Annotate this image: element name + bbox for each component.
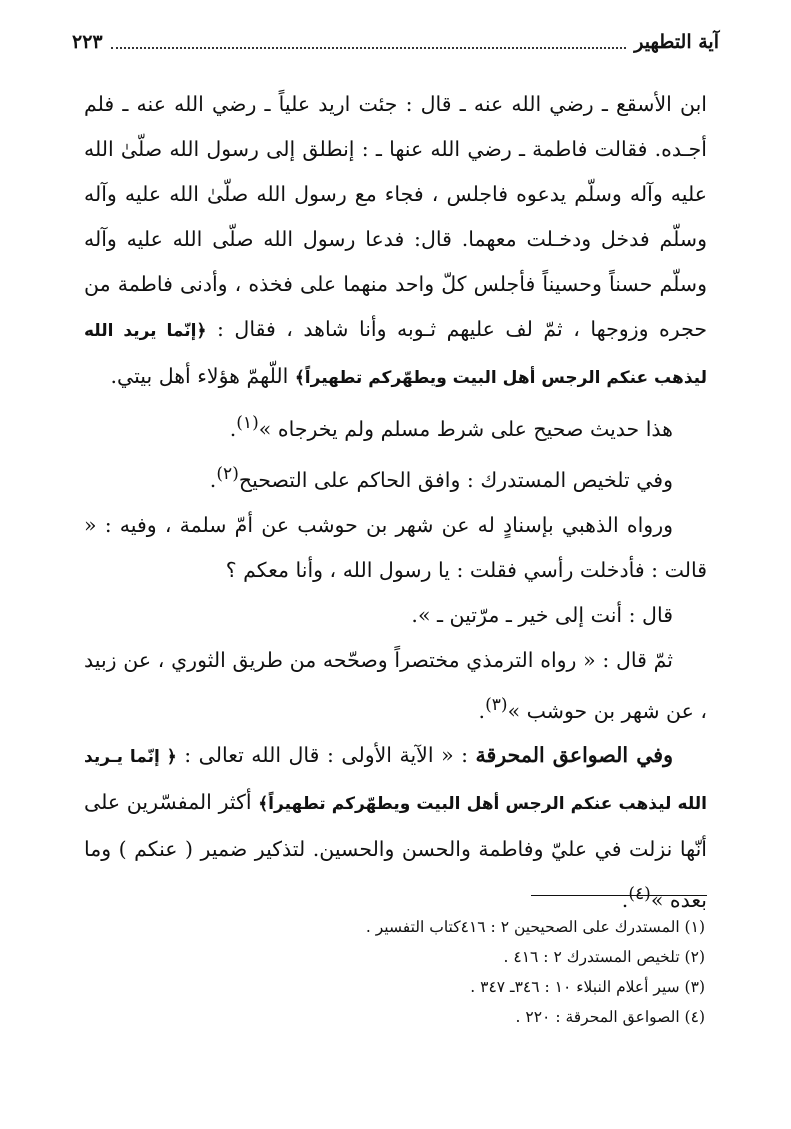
footnote-4: (٤) الصواعق المحرقة : ٢٢٠ .: [515, 1008, 705, 1026]
footnotes: [84, 912, 705, 1032]
footnote-2: (٢) تلخيص المستدرك ٢ : ٤١٦ .: [503, 948, 705, 966]
header-title: آية التطهير: [634, 31, 719, 53]
paragraph-5: قال : أنت إلى خير ـ مرّتين ـ ».: [411, 602, 673, 627]
footnote-3: (٣) سير أعلام النبلاء ١٠ : ٣٤٦ـ ٣٤٧ .: [470, 978, 705, 996]
footnote-1: (١) المستدرك على الصحيحين ٢ : ٤١٦كتاب التفسير .: [365, 918, 705, 936]
paragraph-2: هذا حديث صحيح على شرط مسلم ولم يخرجاه »$^{(١)}$.: [229, 413, 673, 441]
running-header: [72, 28, 719, 56]
paragraph-1: ابن الأسقع ـ رضي الله عنه ـ قال : جئت اريد علياً ـ رضي الله عنه ـ فلم أجـده. فقالت فاطمة ـ رضي الله عنها ـ : إنطلق إلى رسول الله صلّىٰ الله عليه وآله وسلّم يدعوه فاجلس ، فجاء مع رسول الله صلّىٰ الله عليه وآله وسلّم فدخل ودخـلت معهما. قال: فدعا رسول الله صلّى الله عليه وآله وسلّم حسناً وحسيناً فأجلس كلّ واحد منهما على فخذه ، وأدنى فاطمة من حجره وزوجها ، ثمّ لف عليهم ثـوبه وأنا شاهد ، فقال : ﴿إنّما يريد الله ليذهب عنكم الرجس أهل البيت ويطهّركم تطهيراً﴾ اللّهمّ هؤلاء أهل بيتي.: [84, 92, 707, 388]
footnote-ref-2: (٢): [216, 463, 239, 484]
paragraph-7: وفي الصواعق المحرقة : « الآية الأولى : قال الله تعالى : ﴿ إنّما يـريد الله ليذهب عنكم الرجس أهل البيت ويطهّركم تطهيراً﴾ أكثر المفسّرين على أنّها نزلت في عليّ وفاطمة والحسن والحسين. لتذكير ضمير ( عنكم ) وما بعده »$^{(٤)}$.: [84, 743, 707, 913]
paragraph-6: ثمّ قال : « رواه الترمذي مختصراً وصحّحه من طريق الثوري ، عن زبيد ، عن شهر بن حوشب »$^{(٣)}$.: [84, 647, 707, 723]
paragraph-4: ورواه الذهبي بإسنادٍ له عن شهر بن حوشب عن أمّ سلمة ، وفيه : « قالت : فأدخلت رأسي فقلت : يا رسول الله ، وأنا معكم ؟: [84, 512, 707, 582]
footnote-ref-1: (١): [236, 413, 259, 433]
quran-quote: ﴿إنّما يريد الله ليذهب عنكم الرجس أهل البيت ويطهّركم تطهيراً﴾: [84, 321, 707, 388]
source-title: وفي الصواعق المحرقة: [475, 743, 673, 768]
header-leader-dots: [111, 35, 627, 49]
footnote-ref-4: (٤): [628, 884, 651, 905]
quran-quote: ﴿ إنّما يـريد الله ليذهب عنكم الرجس أهل البيت ويطهّركم تطهيراً﴾: [84, 747, 707, 815]
footnote-ref-3: (٣): [485, 694, 508, 715]
page-number: ٢٢٣: [72, 31, 103, 53]
paragraph-3: وفي تلخيص المستدرك : وافق الحاكم على التصحيح$^{(٢)}$.: [209, 463, 673, 492]
main-text: [84, 82, 707, 923]
footnote-divider: [531, 895, 707, 896]
